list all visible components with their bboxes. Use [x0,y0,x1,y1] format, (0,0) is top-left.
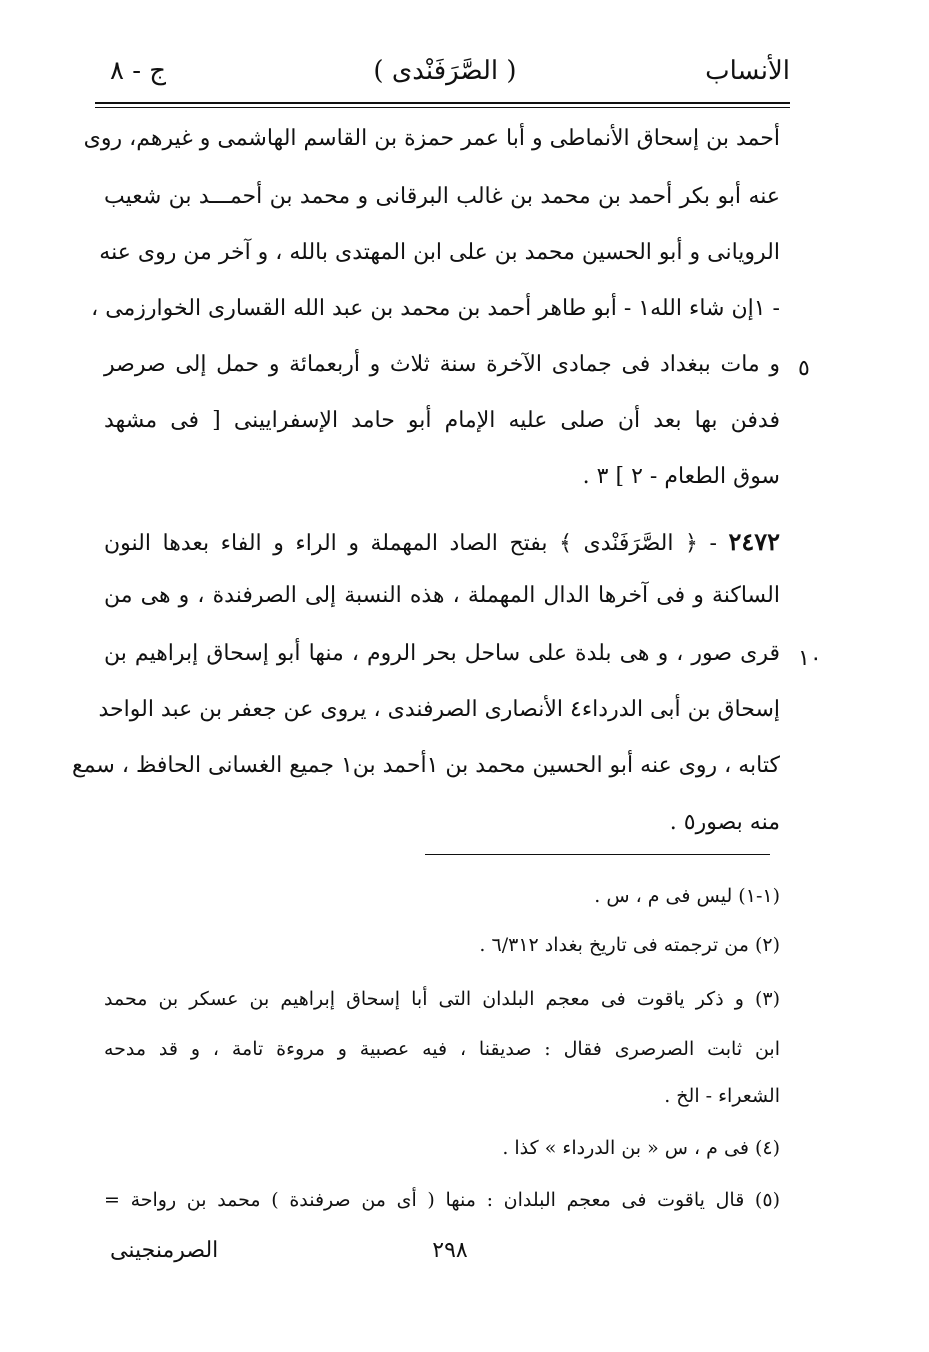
catchword: الصرمنجينى [110,1238,219,1263]
text-line: إسحاق بن أبى الدرداء٤ الأنصارى الصرفندى ، يروى عن جعفر بن عبد الواحد [98,697,780,722]
footnote: ابن ثابت الصرصرى فقال : صديقنا ، فيه عصبية و مروءة تامة ، و قد مدحه [104,1038,780,1060]
line-number-10: ١٠ [798,646,822,671]
text-line: سوق الطعام - ٢ ] ٣ . [582,464,780,489]
text-line: عنه أبو بكر أحمد بن محمد بن غالب البرقانى و محمد بن أحمـــد بن شعيب [104,184,780,209]
footnote: الشعراء - الخ . [664,1085,780,1107]
text-line: - ١إن شاء الله١ - أبو طاهر أحمد بن محمد بن عبد الله القسارى الخوارزمى ، [91,296,780,321]
header-book-title: الأنساب [705,56,790,86]
header-rule-thin [95,107,790,108]
text-line: الساكنة و فى آخرها الدال المهملة ، هذه النسبة إلى الصرفندة ، و هى من [104,583,780,608]
page-number: ٢٩٨ [432,1238,468,1263]
line-number-5: ٥ [798,356,810,381]
footnote: (٤) فى م ، س « بن الدرداء » كذا . [502,1137,780,1159]
text-line: قرى صور ، و هى بلدة على ساحل بحر الروم ، منها أبو إسحاق إبراهيم بن [104,641,780,666]
footnote: (١-١) ليس فى م ، س . [594,885,780,907]
header-rule [95,102,790,104]
footnote-separator [425,854,770,855]
header-entry-title: ( الصَّرَفَنْدى ) [373,56,517,86]
entry-number: ٢٤٧٢ [728,527,780,556]
entry-heading-line [104,527,780,556]
page-header [100,52,790,96]
text-line: و مات ببغداد فى جمادى الآخرة سنة ثلاث و أربعمائة و حمل إلى صرصر [104,352,780,377]
text-line: أحمد بن إسحاق الأنماطى و أبا عمر حمزة بن القاسم الهاشمى و غيرهم، روى [83,126,780,151]
entry-heading-text: - ﴿ الصَّرَفَنْدى ﴾ بفتح الصاد المهملة و الراء و الفاء بعدها النون [104,531,717,556]
footnote: (٢) من ترجمته فى تاريخ بغداد ٦/٣١٢ . [479,934,780,956]
text-line: الرويانى و أبو الحسين محمد بن على ابن المهتدى بالله ، و آخر من روى عنه [99,240,780,265]
text-line: فدفن بها بعد أن صلى عليه الإمام أبو حامد الإسفرايينى [ فى مشهد [104,408,780,433]
header-volume: ج - ٨ [110,56,167,86]
footnote: (٣) و ذكر ياقوت فى معجم البلدان التى أبا إسحاق إبراهيم بن عسكر بن محمد [104,988,780,1010]
footnote: (٥) قال ياقوت فى معجم البلدان : منها ( أى من صرفندة ) محمد بن رواحة = [104,1189,780,1211]
text-line: منه بصور٥ . [669,810,780,835]
text-line: كتابه ، روى عنه أبو الحسين محمد بن ١أحمد بن١ جميع الغسانى الحافظ ، سمع [72,753,780,778]
